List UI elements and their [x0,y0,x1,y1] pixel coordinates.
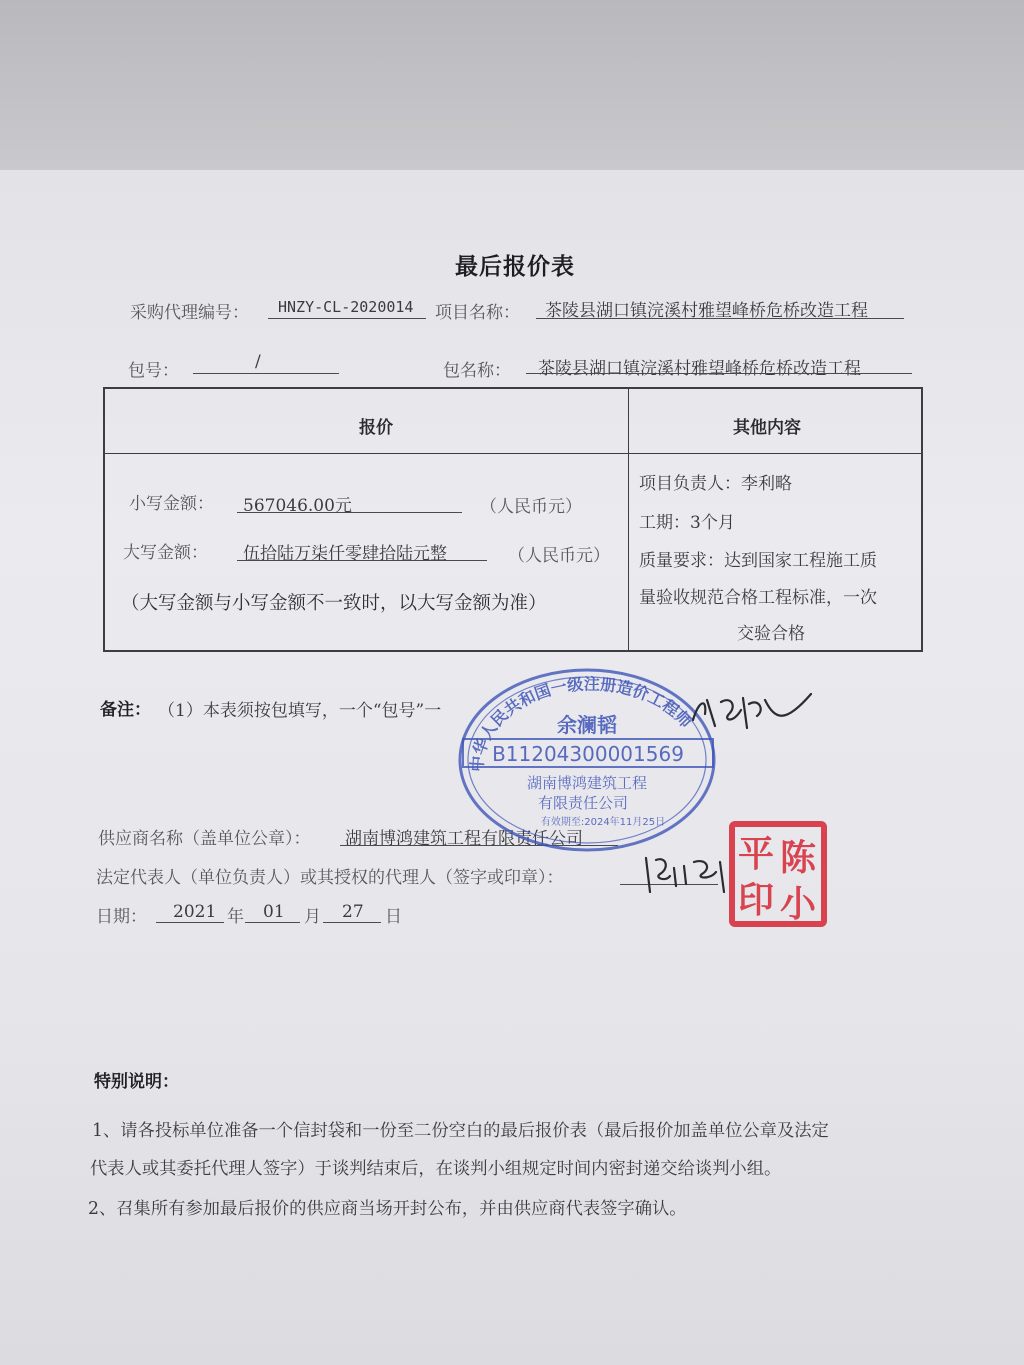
remarks-text: （1）本表须按包填写，一个“包号”一 [158,701,442,721]
large-amount-underline [237,560,487,561]
small-amount-value: 567046.00元 [243,496,352,516]
quality-line-1: 质量要求：达到国家工程施工质 [639,551,877,571]
date-year-underline [156,922,224,923]
table-header-quote: 报价 [359,418,393,438]
project-name-label: 项目名称： [435,303,520,323]
agent-no-underline [268,318,426,319]
handwritten-signature-representative [640,850,735,898]
supplier-label: 供应商名称（盖单位公章）： [98,829,311,849]
supplier-value: 湖南博鸿建筑工程有限责任公司 [345,829,583,849]
large-amount-unit: （人民币元） [508,546,610,566]
quote-table [103,387,923,652]
seal-company-line-2: 有限责任公司 [537,794,629,812]
package-name-label: 包名称： [443,361,511,381]
seal-validity: 有效期至:2024年11月25日 [540,817,666,828]
large-amount-label: 大写金额： [123,543,208,563]
stamp-char-4: 小 [780,884,817,925]
remarks-label: 备注： [100,700,151,720]
date-day: 27 [342,902,364,922]
quality-line-2: 量验收规范合格工程标准，一次 [639,588,877,608]
seal-ring-text: 中华人民共和国一级注册造价工程师 [467,674,696,773]
small-amount-underline [237,512,462,513]
package-no-label: 包号： [128,361,179,381]
stamp-char-3: 印 [738,880,775,921]
special-line-1: 1、请各投标单位准备一个信封袋和一份至二份空白的最后报价表（最后报价加盖单位公章及法定 [92,1121,829,1141]
duration: 工期：3个月 [639,513,735,533]
stamp-char-1: 平 [738,834,775,875]
small-amount-label: 小写金额： [129,494,214,514]
package-no-value: / [255,352,261,372]
special-line-2: 代表人或其委托代理人签字）于谈判结束后，在谈判小组规定时间内密封递交给谈判小组。 [90,1159,782,1179]
seal-number: B11204300001569 [492,742,684,766]
date-month-underline [245,922,300,923]
amount-note: （大写金额与小写金额不一致时，以大写金额为准） [121,593,547,614]
table-header-divider [105,453,921,454]
small-amount-unit: （人民币元） [480,497,582,517]
package-no-underline [193,373,339,374]
date-month-unit: 月 [304,907,321,927]
project-name-underline [536,318,904,319]
date-year-unit: 年 [227,907,244,927]
agent-no-label: 采购代理编号： [130,303,249,323]
stamp-char-2: 陈 [780,838,817,879]
date-month: 01 [263,902,285,922]
engineer-seal [455,662,720,852]
handwritten-signature-engineer [685,680,815,740]
project-name-value: 茶陵县湖口镇浣溪村雅望峰桥危桥改造工程 [545,301,868,321]
quality-line-3: 交验合格 [737,624,805,644]
date-day-underline [323,922,381,923]
representative-label: 法定代表人（单位负责人）或其授权的代理人（签字或印章）： [96,868,564,888]
seal-name: 余澜韬 [557,713,617,737]
personal-stamp [728,820,828,928]
seal-company-line-1: 湖南博鸿建筑工程 [526,774,648,792]
date-year: 2021 [173,902,217,922]
document-title: 最后报价表 [455,253,575,280]
special-line-3: 2、召集所有参加最后报价的供应商当场开封公布，并由供应商代表签字确认。 [88,1199,687,1219]
background-surface [0,0,1024,175]
date-label: 日期： [96,907,147,927]
table-column-divider [628,389,629,650]
package-name-underline [526,373,912,374]
project-leader: 项目负责人：李利略 [639,474,792,494]
agent-no-value: HNZY-CL-2020014 [278,298,414,316]
large-amount-value: 伍拾陆万柒仟零肆拾陆元整 [243,544,447,564]
special-title: 特别说明： [94,1072,179,1092]
date-day-unit: 日 [385,907,402,927]
table-header-other: 其他内容 [733,418,801,438]
package-name-value: 茶陵县湖口镇浣溪村雅望峰桥危桥改造工程 [538,359,861,379]
